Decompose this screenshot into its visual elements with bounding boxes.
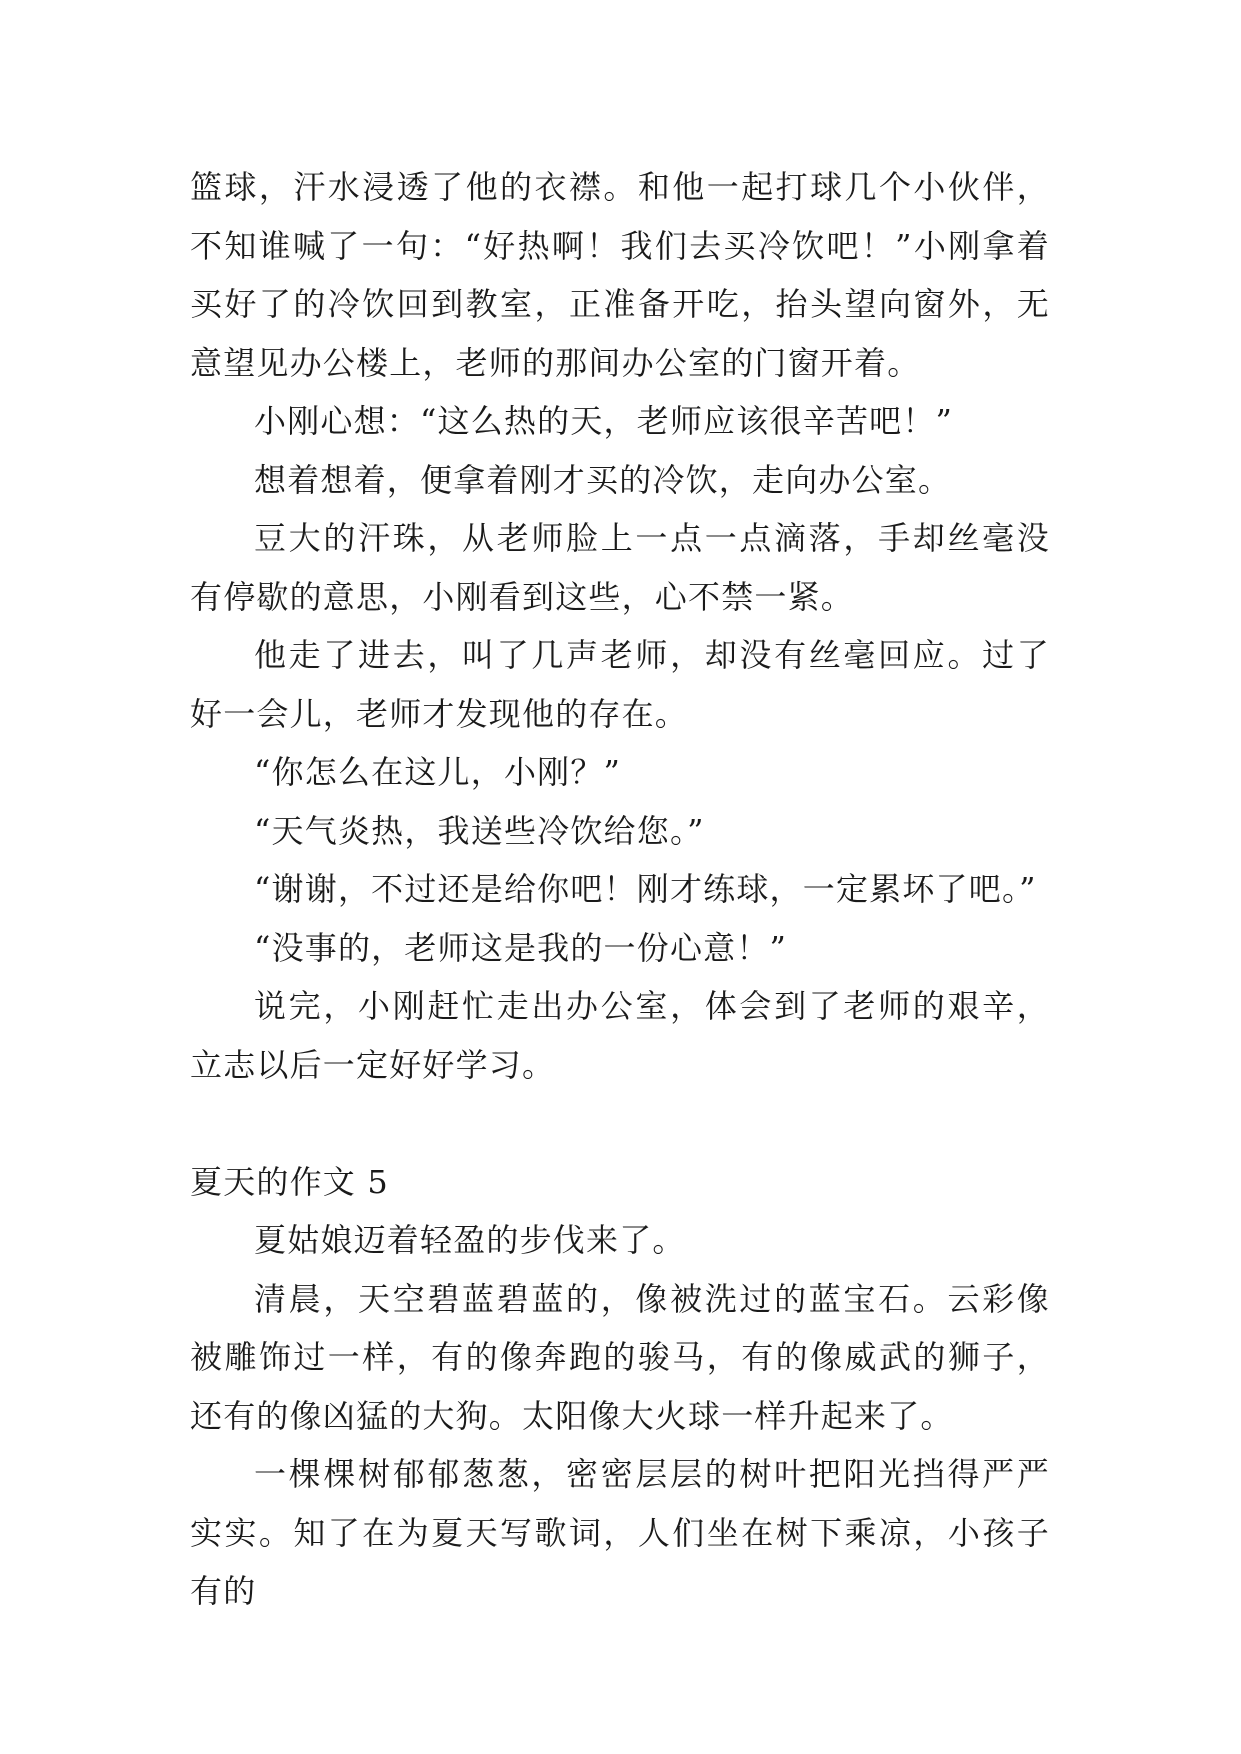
paragraph: 说完，小刚赶忙走出办公室，体会到了老师的艰辛，立志以后一定好好学习。	[190, 987, 1050, 1084]
paragraph: 夏姑娘迈着轻盈的步伐来了。	[254, 1221, 686, 1259]
section-spacer	[190, 1094, 1050, 1153]
paragraph: 豆大的汗珠，从老师脸上一点一点滴落，手却丝毫没有停歇的意思，小刚看到这些，心不禁一紧。	[190, 519, 1050, 616]
section-heading: 夏天的作文 5	[190, 1162, 389, 1201]
paragraph: 想着想着，便拿着刚才买的冷饮，走向办公室。	[254, 460, 952, 499]
dialogue-line: “你怎么在这儿，小刚？”	[254, 753, 622, 791]
paragraph: 清晨，天空碧蓝碧蓝的，像被洗过的蓝宝石。云彩像被雕饰过一样，有的像奔跑的骏马，有的像威武的狮子，还有的像凶猛的大狗。太阳像大火球一样升起来了。	[190, 1279, 1050, 1435]
dialogue-line: “谢谢，不过还是给你吧！刚才练球，一定累坏了吧。”	[254, 870, 1037, 908]
paragraph: 他走了进去，叫了几声老师，却没有丝毫回应。过了好一会儿，老师才发现他的存在。	[190, 636, 1050, 733]
dialogue-line: “天气炎热，我送些冷饮给您。”	[254, 811, 705, 850]
paragraph: 一棵棵树郁郁葱葱，密密层层的树叶把阳光挡得严严实实。知了在为夏天写歌词，人们坐在树下乘凉，小孩子有的	[190, 1455, 1050, 1610]
paragraph: 小刚心想：“这么热的天，老师应该很辛苦吧！”	[254, 402, 954, 440]
paragraph: 篮球，汗水浸透了他的衣襟。和他一起打球几个小伙伴，不知谁喊了一句：“好热啊！我们去买冷饮吧！”小刚拿着买好了的冷饮回到教室，正准备开吃，抬头望向窗外，无意望见办公楼上，老师的那间办公室的门窗开着。	[190, 168, 1050, 382]
document-body	[190, 158, 1050, 1621]
dialogue-line: “没事的，老师这是我的一份心意！”	[254, 928, 788, 967]
